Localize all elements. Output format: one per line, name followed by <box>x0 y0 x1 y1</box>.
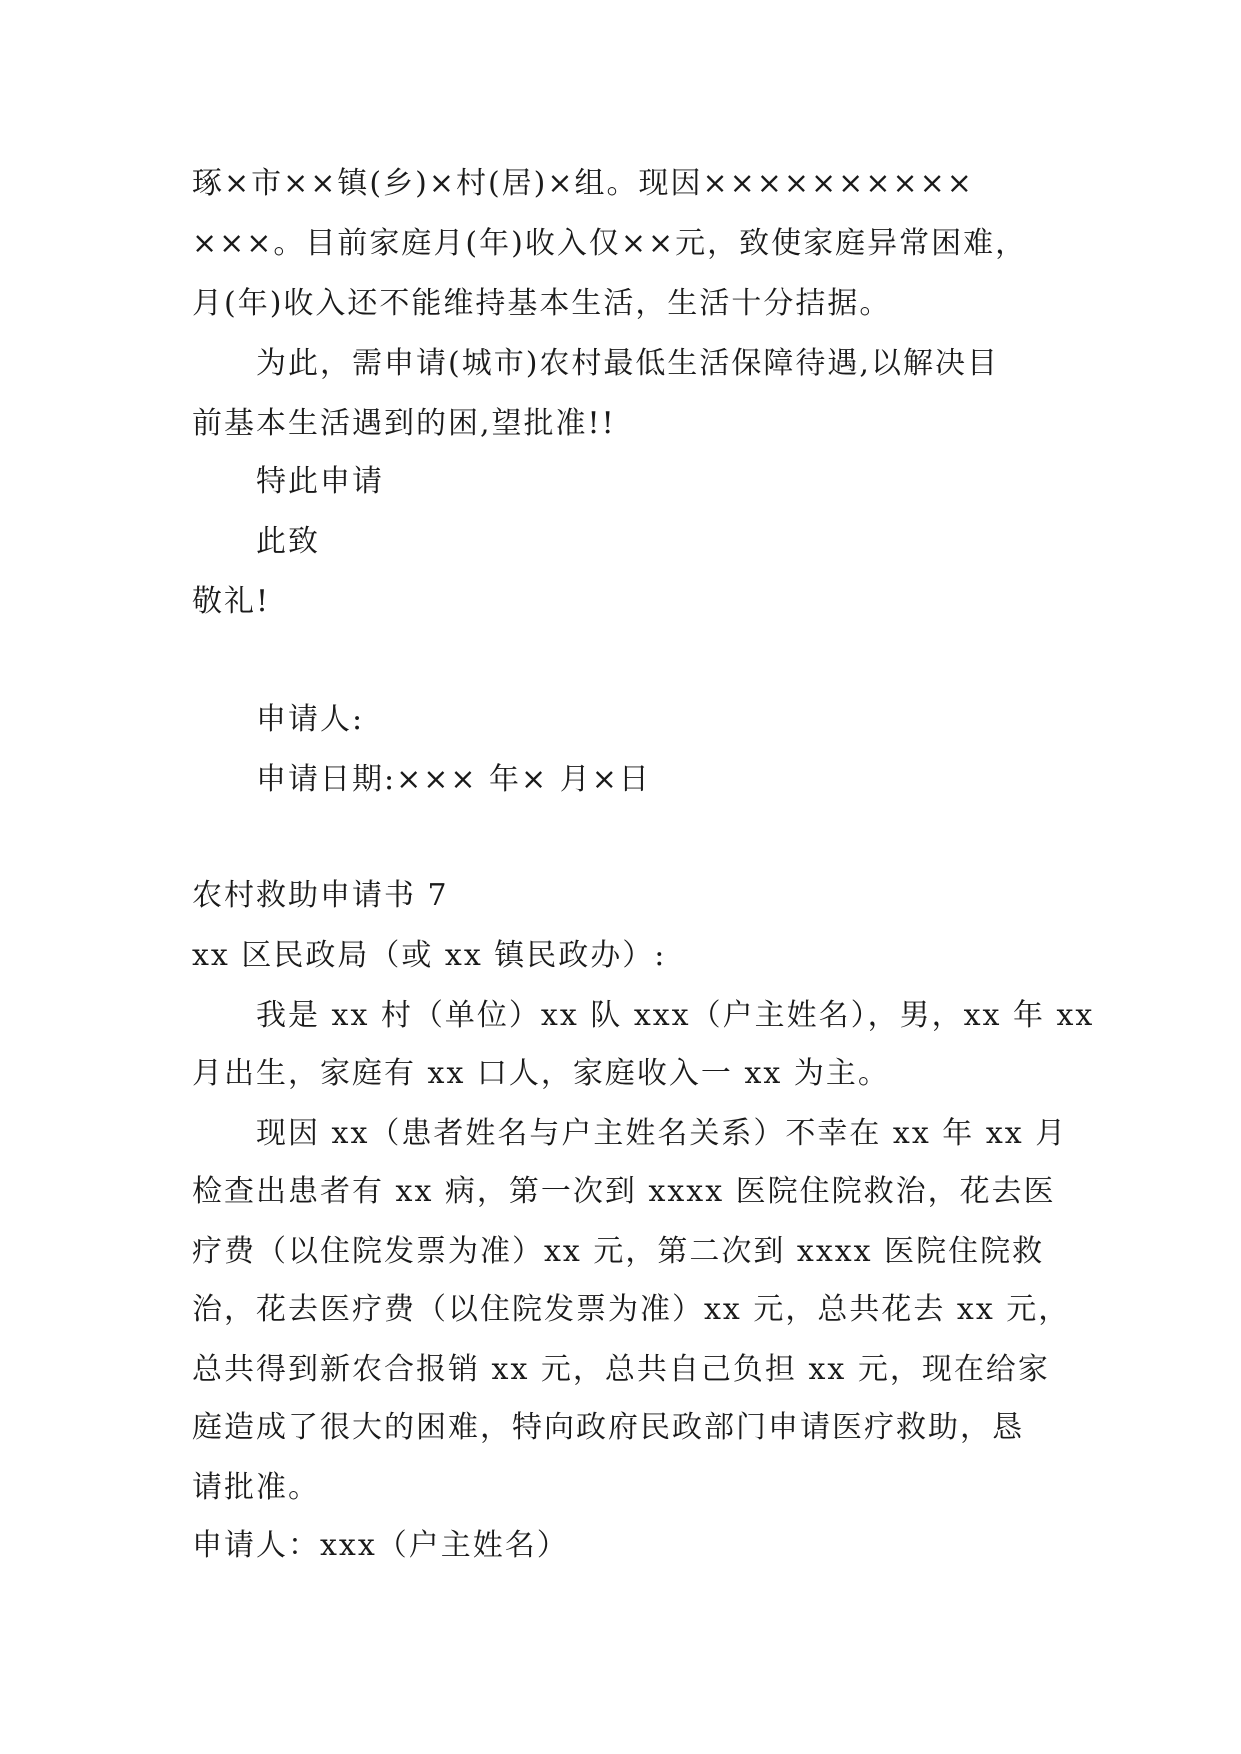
date-line: 申请日期:××× 年× 月×日 <box>256 762 651 797</box>
closing-line: 特此申请 <box>256 464 384 499</box>
paragraph-line: 庭造成了很大的困难，特向政府民政部门申请医疗救助，恳 <box>192 1410 1024 1445</box>
salutation: 敬礼! <box>192 584 271 619</box>
applicant-line: 申请人：xxx（户主姓名） <box>192 1528 569 1563</box>
paragraph-line: 为此，需申请(城市)农村最低生活保障待遇,以解决目 <box>256 346 999 381</box>
paragraph-line: ×××。目前家庭月(年)收入仅××元，致使家庭异常困难， <box>192 226 1028 261</box>
paragraph-line: 前基本生活遇到的困,望批准!! <box>192 406 616 441</box>
paragraph-line: 月出生，家庭有 xx 口人，家庭收入一 xx 为主。 <box>192 1056 890 1091</box>
paragraph-line: 总共得到新农合报销 xx 元，总共自己负担 xx 元，现在给家 <box>192 1352 1050 1387</box>
section-title: 农村救助申请书 7 <box>192 878 449 913</box>
paragraph-line: 检查出患者有 xx 病，第一次到 xxxx 医院住院救治，花去医 <box>192 1174 1056 1209</box>
paragraph-line: 请批准。 <box>192 1470 320 1505</box>
applicant-line: 申请人: <box>256 702 365 737</box>
paragraph-line: 治，花去医疗费（以住院发票为准）xx 元，总共花去 xx 元， <box>192 1292 1071 1327</box>
paragraph-line: 现因 xx（患者姓名与户主姓名关系）不幸在 xx 年 xx 月 <box>256 1116 1068 1151</box>
addressee: xx 区民政局（或 xx 镇民政办）: <box>192 938 667 973</box>
paragraph-line: 琢×市××镇(乡)×村(居)×组。现因×××××××××× <box>192 166 974 201</box>
paragraph-line: 月(年)收入还不能维持基本生活，生活十分拮据。 <box>192 286 892 321</box>
paragraph-line: 我是 xx 村（单位）xx 队 xxx（户主姓名），男，xx 年 xx <box>256 998 1095 1033</box>
closing-line: 此致 <box>256 524 320 559</box>
paragraph-line: 疗费（以住院发票为准）xx 元，第二次到 xxxx 医院住院救 <box>192 1234 1045 1269</box>
